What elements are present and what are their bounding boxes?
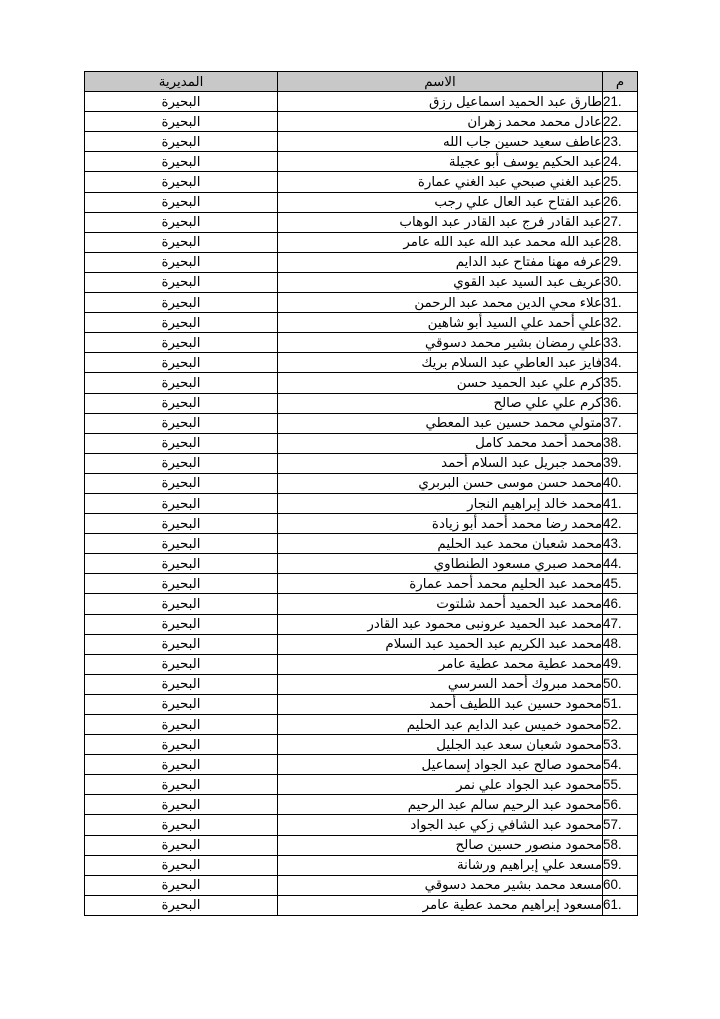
name-cell: محمود منصور حسين صالح (278, 835, 603, 855)
header-row (85, 72, 638, 92)
directorate-cell: البحيرة (85, 735, 278, 755)
name-cell: محمد أحمد محمد كامل (278, 433, 603, 453)
table-row (85, 373, 638, 393)
table-row (85, 112, 638, 132)
directorate-cell: البحيرة (85, 835, 278, 855)
directorate-cell: البحيرة (85, 755, 278, 775)
name-cell: عادل محمد محمد زهران (278, 112, 603, 132)
number-cell: 54. (603, 755, 638, 775)
directorate-cell: البحيرة (85, 795, 278, 815)
number-cell: 30. (603, 272, 638, 292)
table-row (85, 433, 638, 453)
directorate-cell: البحيرة (85, 212, 278, 232)
number-cell: 43. (603, 534, 638, 554)
number-cell: 41. (603, 493, 638, 513)
table-row (85, 514, 638, 534)
name-cell: محمود حسين عبد اللطيف أحمد (278, 694, 603, 714)
table-row (85, 835, 638, 855)
number-cell: 49. (603, 654, 638, 674)
table-row (85, 795, 638, 815)
table-row (85, 453, 638, 473)
table-row (85, 775, 638, 795)
name-cell: محمد رضا محمد أحمد أبو زيادة (278, 514, 603, 534)
number-cell: 44. (603, 554, 638, 574)
directorate-cell: البحيرة (85, 413, 278, 433)
number-cell: 26. (603, 192, 638, 212)
table-row (85, 393, 638, 413)
table-row (85, 293, 638, 313)
number-cell: 38. (603, 433, 638, 453)
name-cell: كرم علي علي صالح (278, 393, 603, 413)
number-cell: 57. (603, 815, 638, 835)
directorate-cell: البحيرة (85, 875, 278, 895)
directorate-cell: البحيرة (85, 634, 278, 654)
number-cell: 42. (603, 514, 638, 534)
table-row (85, 192, 638, 212)
name-cell: محمد حسن موسى حسن البربري (278, 473, 603, 493)
table-row (85, 272, 638, 292)
table-row (85, 353, 638, 373)
name-cell: محمد مبروك أحمد السرسي (278, 674, 603, 694)
name-cell: فايز عبد العاطي عبد السلام بريك (278, 353, 603, 373)
table-row (85, 715, 638, 735)
directorate-cell: البحيرة (85, 895, 278, 915)
name-cell: متولي محمد حسين عبد المعطي (278, 413, 603, 433)
name-cell: محمد جبريل عبد السلام أحمد (278, 453, 603, 473)
table-row (85, 252, 638, 272)
number-cell: 45. (603, 574, 638, 594)
number-cell: 39. (603, 453, 638, 473)
table-row (85, 132, 638, 152)
table-row (85, 473, 638, 493)
table-row (85, 735, 638, 755)
name-cell: محمد خالد إبراهيم النجار (278, 493, 603, 513)
number-cell: 55. (603, 775, 638, 795)
directorate-cell: البحيرة (85, 674, 278, 694)
table-row (85, 333, 638, 353)
number-cell: 33. (603, 333, 638, 353)
table-row (85, 654, 638, 674)
number-cell: 61. (603, 895, 638, 915)
table-row (85, 755, 638, 775)
number-cell: 35. (603, 373, 638, 393)
directorate-cell: البحيرة (85, 132, 278, 152)
number-cell: 22. (603, 112, 638, 132)
directorate-cell: البحيرة (85, 293, 278, 313)
directorate-cell: البحيرة (85, 252, 278, 272)
header-name: الاسم (278, 72, 603, 92)
name-cell: محمد عبد الحميد عرونبى محمود عبد القادر (278, 614, 603, 634)
table-row (85, 875, 638, 895)
number-cell: 48. (603, 634, 638, 654)
table-body (85, 92, 638, 916)
number-cell: 58. (603, 835, 638, 855)
number-cell: 52. (603, 715, 638, 735)
name-cell: علي أحمد علي السيد أبو شاهين (278, 313, 603, 333)
directorate-cell: البحيرة (85, 594, 278, 614)
directorate-cell: البحيرة (85, 473, 278, 493)
number-cell: 50. (603, 674, 638, 694)
directorate-cell: البحيرة (85, 694, 278, 714)
directorate-cell: البحيرة (85, 313, 278, 333)
name-cell: مسعود إبراهيم محمد عطية عامر (278, 895, 603, 915)
table-row (85, 554, 638, 574)
name-cell: مسعد محمد بشير محمد دسوقي (278, 875, 603, 895)
name-cell: محمد عبد الكريم عبد الحميد عبد السلام (278, 634, 603, 654)
directorate-cell: البحيرة (85, 574, 278, 594)
name-cell: محمود عبد الجواد علي نمر (278, 775, 603, 795)
table-row (85, 313, 638, 333)
number-cell: 46. (603, 594, 638, 614)
directorate-cell: البحيرة (85, 433, 278, 453)
name-cell: محمود عبد الرحيم سالم عبد الرحيم (278, 795, 603, 815)
directorate-cell: البحيرة (85, 654, 278, 674)
number-cell: 27. (603, 212, 638, 232)
table-row (85, 534, 638, 554)
name-cell: محمود شعبان سعد عبد الجليل (278, 735, 603, 755)
directorate-cell: البحيرة (85, 373, 278, 393)
directorate-cell: البحيرة (85, 534, 278, 554)
number-cell: 53. (603, 735, 638, 755)
directorate-cell: البحيرة (85, 614, 278, 634)
table-row (85, 815, 638, 835)
name-cell: مسعد علي إبراهيم ورشانة (278, 855, 603, 875)
table-row (85, 232, 638, 252)
directorate-cell: البحيرة (85, 715, 278, 735)
name-cell: عبد الغني صبحي عبد الغني عمارة (278, 172, 603, 192)
number-cell: 60. (603, 875, 638, 895)
header-number: م (603, 72, 638, 92)
name-cell: عرفه مهنا مفتاح عبد الدايم (278, 252, 603, 272)
directorate-cell: البحيرة (85, 192, 278, 212)
directorate-cell: البحيرة (85, 514, 278, 534)
name-cell: كرم علي عبد الحميد حسن (278, 373, 603, 393)
table-row (85, 92, 638, 112)
name-cell: محمد شعبان محمد عبد الحليم (278, 534, 603, 554)
number-cell: 34. (603, 353, 638, 373)
table-row (85, 634, 638, 654)
number-cell: 37. (603, 413, 638, 433)
directorate-cell: البحيرة (85, 172, 278, 192)
name-cell: محمود صالح عبد الجواد إسماعيل (278, 755, 603, 775)
directorate-cell: البحيرة (85, 272, 278, 292)
directorate-cell: البحيرة (85, 855, 278, 875)
directorate-cell: البحيرة (85, 554, 278, 574)
table-row (85, 172, 638, 192)
table-header (85, 72, 638, 92)
number-cell: 51. (603, 694, 638, 714)
table-row (85, 413, 638, 433)
table-row (85, 574, 638, 594)
table-row (85, 694, 638, 714)
table-row (85, 212, 638, 232)
number-cell: 23. (603, 132, 638, 152)
number-cell: 36. (603, 393, 638, 413)
directorate-cell: البحيرة (85, 393, 278, 413)
name-cell: عريف عبد السيد عبد القوي (278, 272, 603, 292)
header-directorate: المديرية (85, 72, 278, 92)
name-cell: محمد عبد الحميد أحمد شلتوت (278, 594, 603, 614)
directorate-cell: البحيرة (85, 815, 278, 835)
directorate-cell: البحيرة (85, 453, 278, 473)
name-cell: علاء محي الدين محمد عبد الرحمن (278, 293, 603, 313)
name-cell: محمد عطية محمد عطية عامر (278, 654, 603, 674)
number-cell: 32. (603, 313, 638, 333)
name-cell: محمد عبد الحليم محمد أحمد عمارة (278, 574, 603, 594)
table-row (85, 594, 638, 614)
number-cell: 40. (603, 473, 638, 493)
number-cell: 25. (603, 172, 638, 192)
name-cell: محمود خميس عبد الدايم عبد الحليم (278, 715, 603, 735)
number-cell: 28. (603, 232, 638, 252)
directorate-cell: البحيرة (85, 92, 278, 112)
number-cell: 29. (603, 252, 638, 272)
name-cell: علي رمضان بشير محمد دسوقي (278, 333, 603, 353)
name-cell: طارق عبد الحميد اسماعيل رزق (278, 92, 603, 112)
number-cell: 59. (603, 855, 638, 875)
name-cell: عبد الفتاح عبد العال علي رجب (278, 192, 603, 212)
directorate-cell: البحيرة (85, 493, 278, 513)
name-cell: عاطف سعيد حسين جاب الله (278, 132, 603, 152)
number-cell: 56. (603, 795, 638, 815)
table-row (85, 493, 638, 513)
directorate-cell: البحيرة (85, 112, 278, 132)
names-table (84, 71, 638, 916)
directorate-cell: البحيرة (85, 775, 278, 795)
directorate-cell: البحيرة (85, 232, 278, 252)
table-row (85, 895, 638, 915)
directorate-cell: البحيرة (85, 333, 278, 353)
table-row (85, 152, 638, 172)
name-cell: عبد الحكيم يوسف أبو عجيلة (278, 152, 603, 172)
directorate-cell: البحيرة (85, 152, 278, 172)
table-row (85, 855, 638, 875)
name-cell: محمود عبد الشافي زكي عبد الجواد (278, 815, 603, 835)
name-cell: عبد الله محمد عبد الله عبد الله عامر (278, 232, 603, 252)
number-cell: 24. (603, 152, 638, 172)
number-cell: 31. (603, 293, 638, 313)
table-row (85, 674, 638, 694)
number-cell: 47. (603, 614, 638, 634)
table-row (85, 614, 638, 634)
name-cell: عبد القادر فرج عبد القادر عبد الوهاب (278, 212, 603, 232)
number-cell: 21. (603, 92, 638, 112)
name-cell: محمد صبري مسعود الطنطاوي (278, 554, 603, 574)
directorate-cell: البحيرة (85, 353, 278, 373)
